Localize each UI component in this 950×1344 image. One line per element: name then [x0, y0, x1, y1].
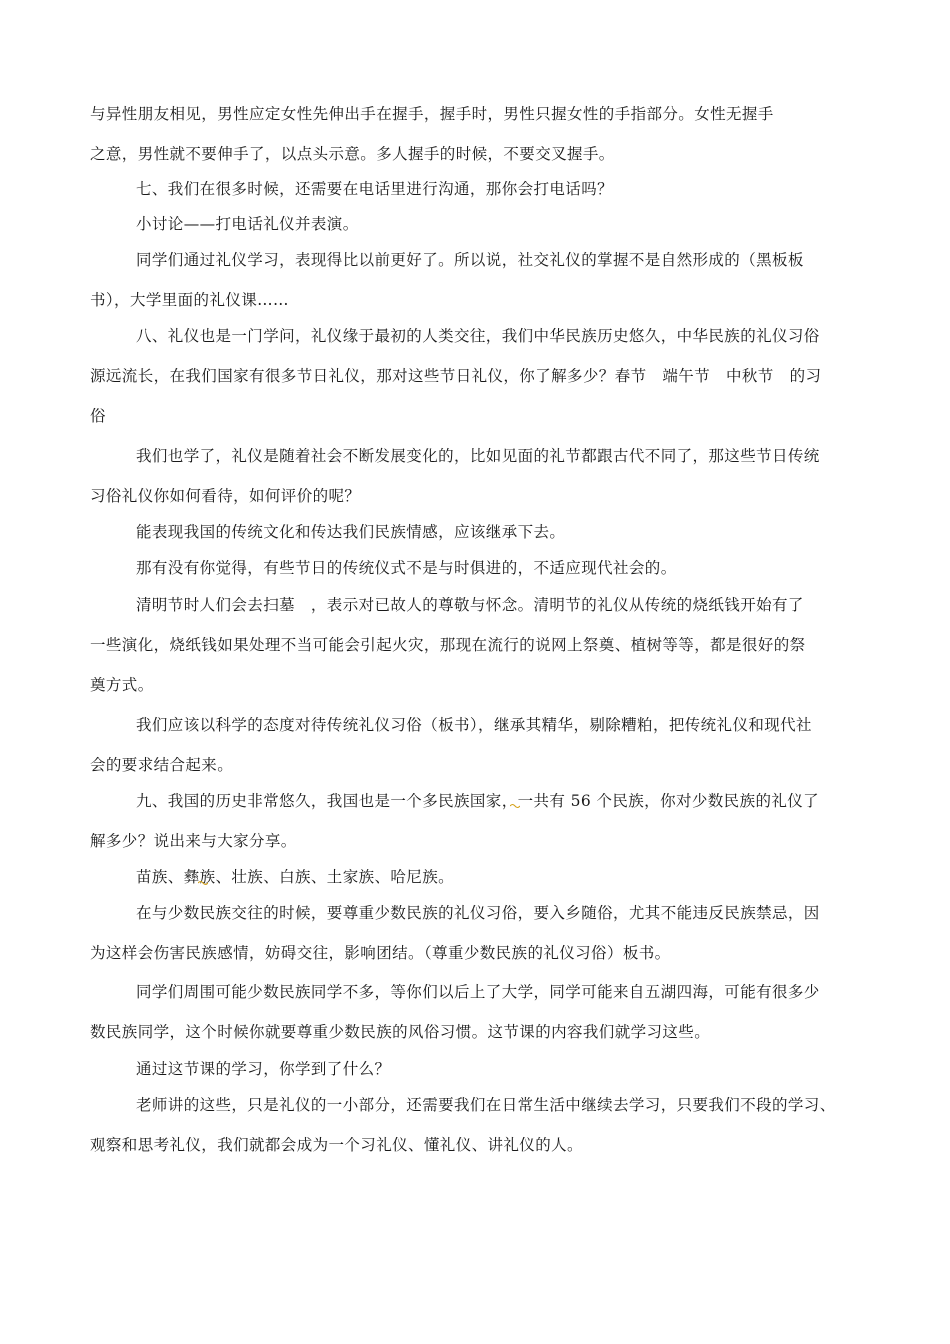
paragraph-line: 书），大学里面的礼仪课……	[90, 291, 289, 309]
paragraph-line: 会的要求结合起来。	[90, 756, 234, 774]
paragraph-line: 我们也学了，礼仪是随着社会不断发展变化的，比如见面的礼节都跟古代不同了，那这些节日传统	[136, 447, 820, 465]
paragraph-line: 通过这节课的学习，你学到了什么？	[136, 1060, 391, 1078]
paragraph-line: 之意，男性就不要伸手了，以点头示意。多人握手的时候，不要交叉握手。	[90, 145, 615, 163]
paragraph-line: 数民族同学，这个时候你就要尊重少数民族的风俗习惯。这节课的内容我们就学习这些。	[90, 1023, 711, 1041]
paragraph-line: 源远流长，在我们国家有很多节日礼仪，那对这些节日礼仪，你了解多少？春节 端午节 中秋节 的习	[90, 367, 822, 385]
paragraph-line: 那有没有你觉得，有些节日的传统仪式不是与时俱进的，不适应现代社会的。	[136, 559, 677, 577]
paragraph-line: 八、礼仪也是一门学问，礼仪缘于最初的人类交往，我们中华民族历史悠久，中华民族的礼仪习俗	[136, 327, 820, 345]
paragraph-line: 九、我国的历史非常悠久，我国也是一个多民族国家，一共有 56 个民族，你对少数民族的礼仪了	[136, 792, 820, 810]
paragraph-line: 俗	[90, 407, 106, 425]
paragraph-line: 在与少数民族交往的时候，要尊重少数民族的礼仪习俗，要入乡随俗，尤其不能违反民族禁忌，因	[136, 904, 820, 922]
paragraph-line: 小讨论——打电话礼仪并表演。	[136, 215, 359, 233]
paragraph-line: 与异性朋友相见，男性应定女性先伸出手在握手，握手时，男性只握女性的手指部分。女性无握手	[90, 105, 774, 123]
paragraph-line: 清明节时人们会去扫墓 ，表示对已故人的尊敬与怀念。清明节的礼仪从传统的烧纸钱开始有了	[136, 596, 804, 614]
paragraph-line: 我们应该以科学的态度对待传统礼仪习俗（板书），继承其精华，剔除糟粕，把传统礼仪和现代社	[136, 716, 812, 734]
paragraph-line: 能表现我国的传统文化和传达我们民族情感，应该继承下去。	[136, 523, 566, 541]
paragraph-line: 七、我们在很多时候，还需要在电话里进行沟通，那你会打电话吗？	[136, 180, 614, 198]
paragraph-line: 解多少？说出来与大家分享。	[90, 832, 297, 850]
paragraph-line: 一些演化，烧纸钱如果处理不当可能会引起火灾，那现在流行的说网上祭奠、植树等等，都是很好的祭	[90, 636, 806, 654]
paragraph-line: 奠方式。	[90, 676, 154, 694]
paragraph-line: 习俗礼仪你如何看待，如何评价的呢？	[90, 487, 361, 505]
paragraph-line: 老师讲的这些，只是礼仪的一小部分，还需要我们在日常生活中继续去学习，只要我们不段的学习、	[136, 1096, 836, 1114]
paragraph-line: 同学们通过礼仪学习，表现得比以前更好了。所以说，社交礼仪的掌握不是自然形成的（黑板板	[136, 251, 804, 269]
paragraph-line: 观察和思考礼仪，我们就都会成为一个习礼仪、懂礼仪、讲礼仪的人。	[90, 1136, 583, 1154]
paragraph-line: 苗族、彝族、壮族、白族、土家族、哈尼族。	[136, 868, 455, 886]
spellcheck-mark-icon	[198, 880, 208, 886]
spellcheck-mark-icon	[510, 803, 520, 809]
paragraph-line: 为这样会伤害民族感情，妨碍交往，影响团结。（尊重少数民族的礼仪习俗）板书。	[90, 944, 671, 962]
paragraph-line: 同学们周围可能少数民族同学不多，等你们以后上了大学，同学可能来自五湖四海，可能有很多少	[136, 983, 820, 1001]
